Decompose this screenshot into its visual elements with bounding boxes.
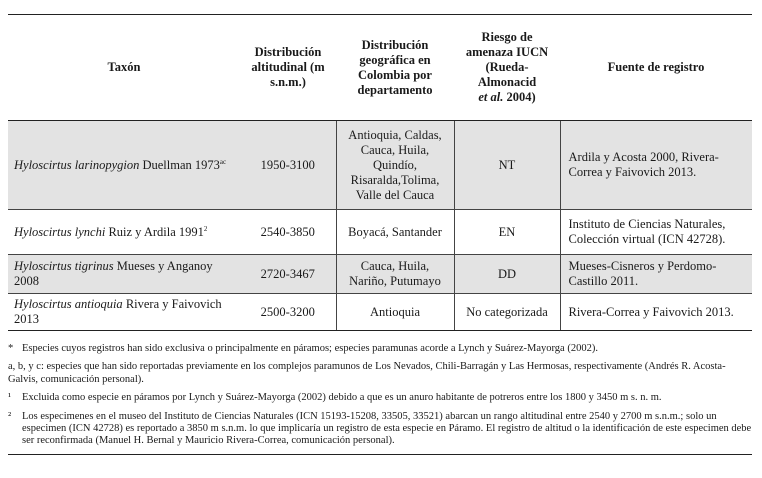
- altitude-cell: 2720-3467: [240, 255, 336, 294]
- source-cell: Ardila y Acosta 2000, Rivera-Correa y Faivovich 2013.: [560, 121, 752, 210]
- geography-cell: Cauca, Huila, Nariño, Putumayo: [336, 255, 454, 294]
- source-cell: Rivera-Correa y Faivovich 2013.: [560, 294, 752, 331]
- species-name: Hyloscirtus tigrinus: [14, 259, 114, 273]
- species-table: [8, 14, 752, 331]
- geography-cell: Antioquia: [336, 294, 454, 331]
- risk-cell: DD: [454, 255, 560, 294]
- footnote: [8, 392, 752, 404]
- species-author: Mueses y Anganoy 2008: [14, 259, 213, 288]
- species-author: Duellman 1973: [139, 157, 220, 172]
- footnote: [8, 361, 752, 386]
- header-taxon: Taxón: [8, 15, 240, 121]
- footnote: [8, 411, 752, 448]
- table-row: [8, 121, 752, 210]
- species-name: Hyloscirtus antioquia: [14, 297, 123, 311]
- altitude-cell: 2500-3200: [240, 294, 336, 331]
- risk-cell: NT: [454, 121, 560, 210]
- header-risk-main: Riesgo de amenaza IUCN (Rueda-Almonacid: [465, 30, 549, 89]
- risk-cell: EN: [454, 210, 560, 255]
- header-risk: [454, 15, 560, 121]
- taxon-cell: [8, 210, 240, 255]
- geography-cell: Antioquia, Caldas, Cauca, Huila, Quindío, Risaralda,Tolima, Valle del Cauca: [336, 121, 454, 210]
- footnote-text: Los especimenes en el museo del Instituto de Ciencias Naturales (ICN 15193-15208, 33505, 33521) abarcan un rango altitudinal entre 2540 y 2700 m s.n.m.; solo un especimen (ICN 42728) es reportado a 3850 m s.n.m. lo que implicaría un registro de esta especie en Páramo. El registro de altitud o la identificación de este especimen debe ser reconfirmada (Manuel H. Bernal y Mauricio Rivera-Correa, comunicación personal).: [22, 410, 752, 447]
- altitude-cell: 2540-3850: [240, 210, 336, 255]
- taxon-cell: [8, 294, 240, 331]
- geography-cell: Boyacá, Santander: [336, 210, 454, 255]
- footnote: [8, 343, 752, 355]
- table-row: [8, 294, 752, 331]
- species-footnote-mark: 2: [203, 224, 208, 233]
- source-cell: Instituto de Ciencias Naturales, Colección virtual (ICN 42728).: [560, 210, 752, 255]
- footnote-mark: ²: [8, 410, 12, 422]
- header-risk-year: 2004): [506, 90, 536, 104]
- species-footnote-mark: ac: [219, 157, 227, 166]
- footnote-text: a, b, y c: especies que han sido reportadas previamente en los complejos paramunos de Los Nevados, Chili-Barragán y Las Hermosas, respectivamente (Andrés R. Acosta-Galvis, comunicación personal).: [8, 361, 726, 385]
- species-author: Rivera y Faivovich 2013: [14, 297, 222, 326]
- altitude-cell: 1950-3100: [240, 121, 336, 210]
- table-footnotes: [8, 337, 752, 455]
- footnote-mark: *: [8, 343, 14, 354]
- risk-cell: No categorizada: [454, 294, 560, 331]
- footnote-text: Excluida como especie en páramos por Lynch y Suárez-Mayorga (2002) debido a que es un anuro habitante de potreros entre los 1800 y 3450 m s. n. m.: [22, 392, 662, 404]
- footnote-text: Especies cuyos registros han sido exclusiva o principalmente en páramos; especies paramunas acorde a Lynch y Suárez-Mayorga (2002).: [22, 343, 598, 354]
- header-source: Fuente de registro: [560, 15, 752, 121]
- taxon-cell: [8, 121, 240, 210]
- table-header-row: [8, 15, 752, 121]
- species-name: Hyloscirtus larinopygion: [14, 157, 140, 172]
- header-altitude: Distribución altitudinal (m s.n.m.): [240, 15, 336, 121]
- species-author: Ruiz y Ardila 1991: [105, 224, 204, 239]
- header-geography: Distribución geográfica en Colombia por departamento: [336, 15, 454, 121]
- table-row: [8, 255, 752, 294]
- header-risk-etal: et al.: [478, 90, 504, 104]
- taxon-cell: [8, 255, 240, 294]
- source-cell: Mueses-Cisneros y Perdomo-Castillo 2011.: [560, 255, 752, 294]
- footnote-mark: ¹: [8, 392, 12, 404]
- species-name: Hyloscirtus lynchi: [14, 224, 106, 239]
- table-row: [8, 210, 752, 255]
